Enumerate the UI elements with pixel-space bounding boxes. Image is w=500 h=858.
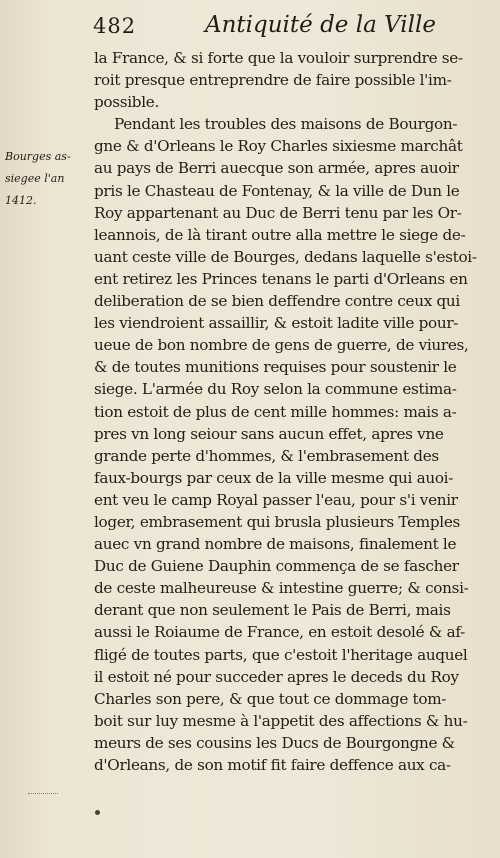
text-line: uant ceste ville de Bourges, dedans laquelle s'estoi- [94, 247, 477, 266]
text-line: d'Orleans, de son motif fit faire deffence aux ca- [94, 756, 451, 774]
text-line: pris le Chasteau de Fontenay, & la ville de Dun le [94, 181, 460, 200]
text-line: fligé de toutes parts, que c'estoit l'heritage auquel [94, 645, 468, 664]
running-title: Antiquité de la Ville [205, 12, 436, 38]
text-line: ueue de bon nombre de gens de guerre, de viures, [94, 336, 469, 355]
text-line: derant que non seulement le Pais de Berri, mais [94, 601, 451, 620]
text-line: de ceste malheureuse & intestine guerre; & consi- [94, 579, 469, 598]
text-line: Roy appartenant au Duc de Berri tenu par les Or- [94, 203, 462, 222]
text-line: deliberation de se bien deffendre contre ceux qui [94, 292, 460, 311]
text-line: leannois, de là tirant outre alla mettre le siege de- [94, 225, 466, 244]
text-line: grande perte d'hommes, & l'embrasement des [94, 446, 439, 465]
text-line: siege. L'armée du Roy selon la commune estima- [94, 380, 457, 399]
footer-flourish [28, 783, 58, 794]
page-header [0, 12, 500, 46]
text-line: il estoit né pour succeder apres le deceds du Roy [94, 667, 459, 686]
text-line: Duc de Guiene Dauphin commença de se fascher [94, 557, 459, 576]
text-line: faux-bourgs par ceux de la ville mesme qui auoi- [94, 468, 454, 487]
text-line: ent retirez les Princes tenans le parti d'Orleans en [94, 269, 468, 288]
margin-note-line: siegee l'an [5, 172, 65, 185]
text-line: & de toutes munitions requises pour soustenir le [94, 358, 457, 377]
paragraph-start-line: Pendant les troubles des maisons de Bourgon- [114, 115, 458, 134]
body-text [94, 47, 486, 776]
text-line: ent veu le camp Royal passer l'eau, pour s'i venir [94, 490, 458, 509]
text-line: meurs de ses cousins les Ducs de Bourgongne & [94, 733, 455, 752]
page-number: 482 [93, 14, 137, 38]
text-line: boit sur luy mesme à l'appetit des affections & hu- [94, 711, 468, 730]
text-line: roit presque entreprendre de faire possible l'im- [94, 71, 452, 90]
text-line: les viendroient assaillir, & estoit ladite ville pour- [94, 314, 459, 333]
text-line: loger, embrasement qui brusla plusieurs Temples [94, 512, 461, 531]
text-line: pres vn long seiour sans aucun effet, apres vne [94, 424, 444, 443]
text-line: au pays de Berri auecque son armée, apres auoir [94, 159, 459, 178]
text-line: aussi le Roiaume de France, en estoit desolé & af- [94, 623, 465, 642]
text-line: Charles son pere, & que tout ce dommage tom- [94, 689, 447, 708]
footer-dot [95, 810, 100, 815]
margin-note-line: Bourges as- [5, 150, 71, 163]
margin-note [5, 146, 87, 212]
margin-note-line: 1412. [5, 194, 37, 207]
text-line: auec vn grand nombre de maisons, finalement le [94, 535, 457, 554]
text-line: gne & d'Orleans le Roy Charles sixiesme marchât [94, 137, 463, 156]
text-line: la France, & si forte que la vouloir surprendre se- [94, 49, 463, 67]
text-line: possible. [94, 93, 160, 112]
text-line: tion estoit de plus de cent mille hommes: mais a- [94, 402, 457, 421]
